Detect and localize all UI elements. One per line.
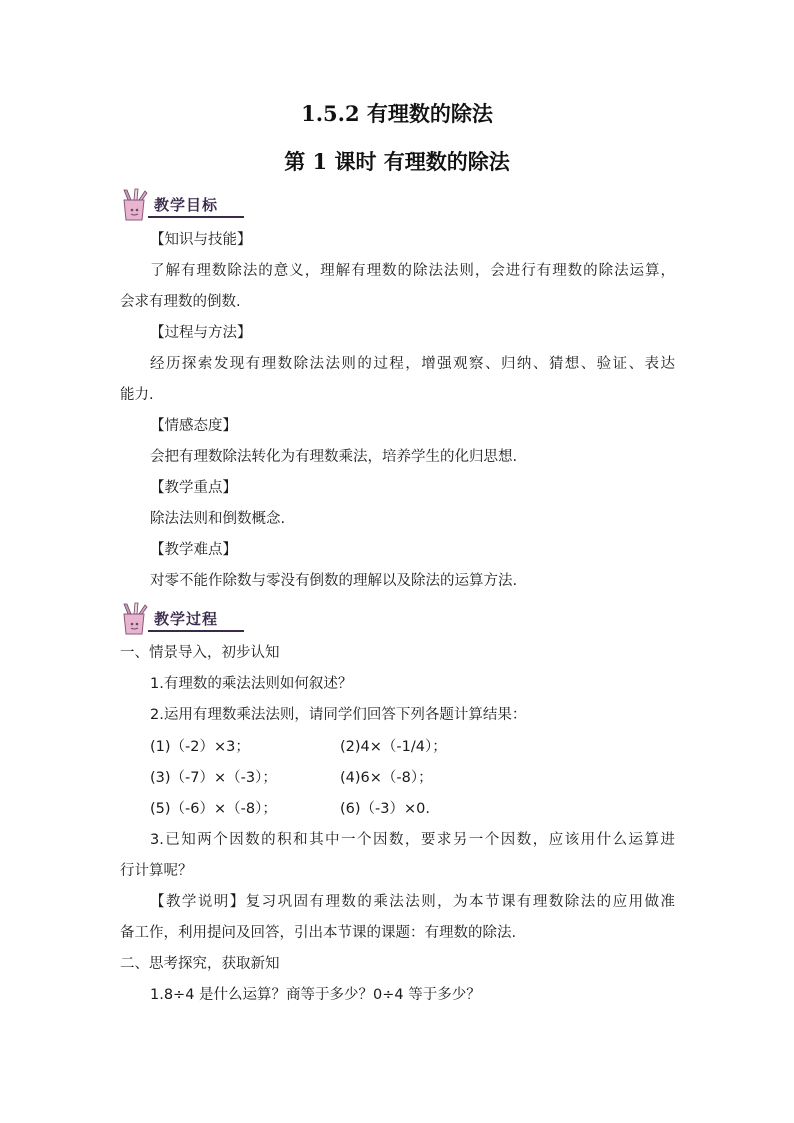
section-1-heading: 一、情景导入，初步认知 [120, 645, 280, 661]
exercise-item: (6)（-3）×0. [340, 801, 430, 817]
badge-underline [148, 216, 244, 218]
exercise-item: (4)6×（-8）； [340, 770, 433, 786]
section-badge-goals [118, 188, 246, 222]
teaching-note-line-2: 备工作，利用提问及回答，引出本节课的课题：有理数的除法. [120, 925, 517, 941]
method-line-2: 能力. [120, 387, 154, 403]
question-3-line-1: 3.已知两个因数的积和其中一个因数，要求另一个因数，应该用什么运算进 [150, 832, 675, 848]
exercise-item: (1)（-2）×3； [150, 739, 250, 755]
badge-label: 教学过程 [154, 610, 219, 628]
knowledge-line-1: 了解有理数除法的意义，理解有理数的除法法则，会进行有理数的除法运算， [150, 263, 675, 279]
method-heading: 【过程与方法】 [150, 325, 252, 341]
page-title: 1.5.2 有理数的除法 [301, 101, 493, 126]
badge-underline [148, 630, 244, 632]
question-2: 2.运用有理数乘法法则，请同学们回答下列各题计算结果： [150, 707, 527, 723]
lesson-subtitle: 第 1 课时 有理数的除法 [284, 149, 510, 174]
exercise-item: (5)（-6）×（-8）； [150, 801, 277, 817]
knowledge-line-2: 会求有理数的倒数. [120, 294, 241, 310]
attitude-heading: 【情感态度】 [150, 418, 237, 434]
question-1: 1.有理数的乘法法则如何叙述？ [150, 676, 353, 692]
key-points-heading: 【教学重点】 [150, 480, 237, 496]
teaching-note-line-1: 【教学说明】复习巩固有理数的乘法法则，为本节课有理数除法的应用做准 [150, 894, 675, 910]
attitude-line-1: 会把有理数除法转化为有理数乘法，培养学生的化归思想. [150, 449, 518, 465]
difficulty-heading: 【教学难点】 [150, 542, 237, 558]
badge-label: 教学目标 [154, 196, 219, 214]
knowledge-heading: 【知识与技能】 [150, 232, 252, 248]
question-3-line-2: 行计算呢？ [120, 863, 193, 879]
difficulty-line-1: 对零不能作除数与零没有倒数的理解以及除法的运算方法. [150, 573, 518, 589]
section-badge-process [118, 602, 246, 636]
exercise-item: (2)4×（-1/4）； [340, 739, 447, 755]
question-4: 1.8÷4 是什么运算？商等于多少？0÷4 等于多少？ [150, 987, 481, 1003]
key-points-line-1: 除法法则和倒数概念. [150, 511, 286, 527]
section-2-heading: 二、思考探究，获取新知 [120, 956, 280, 972]
method-line-1: 经历探索发现有理数除法法则的过程，增强观察、归纳、猜想、验证、表达 [150, 356, 675, 372]
exercise-item: (3)（-7）×（-3）； [150, 770, 277, 786]
